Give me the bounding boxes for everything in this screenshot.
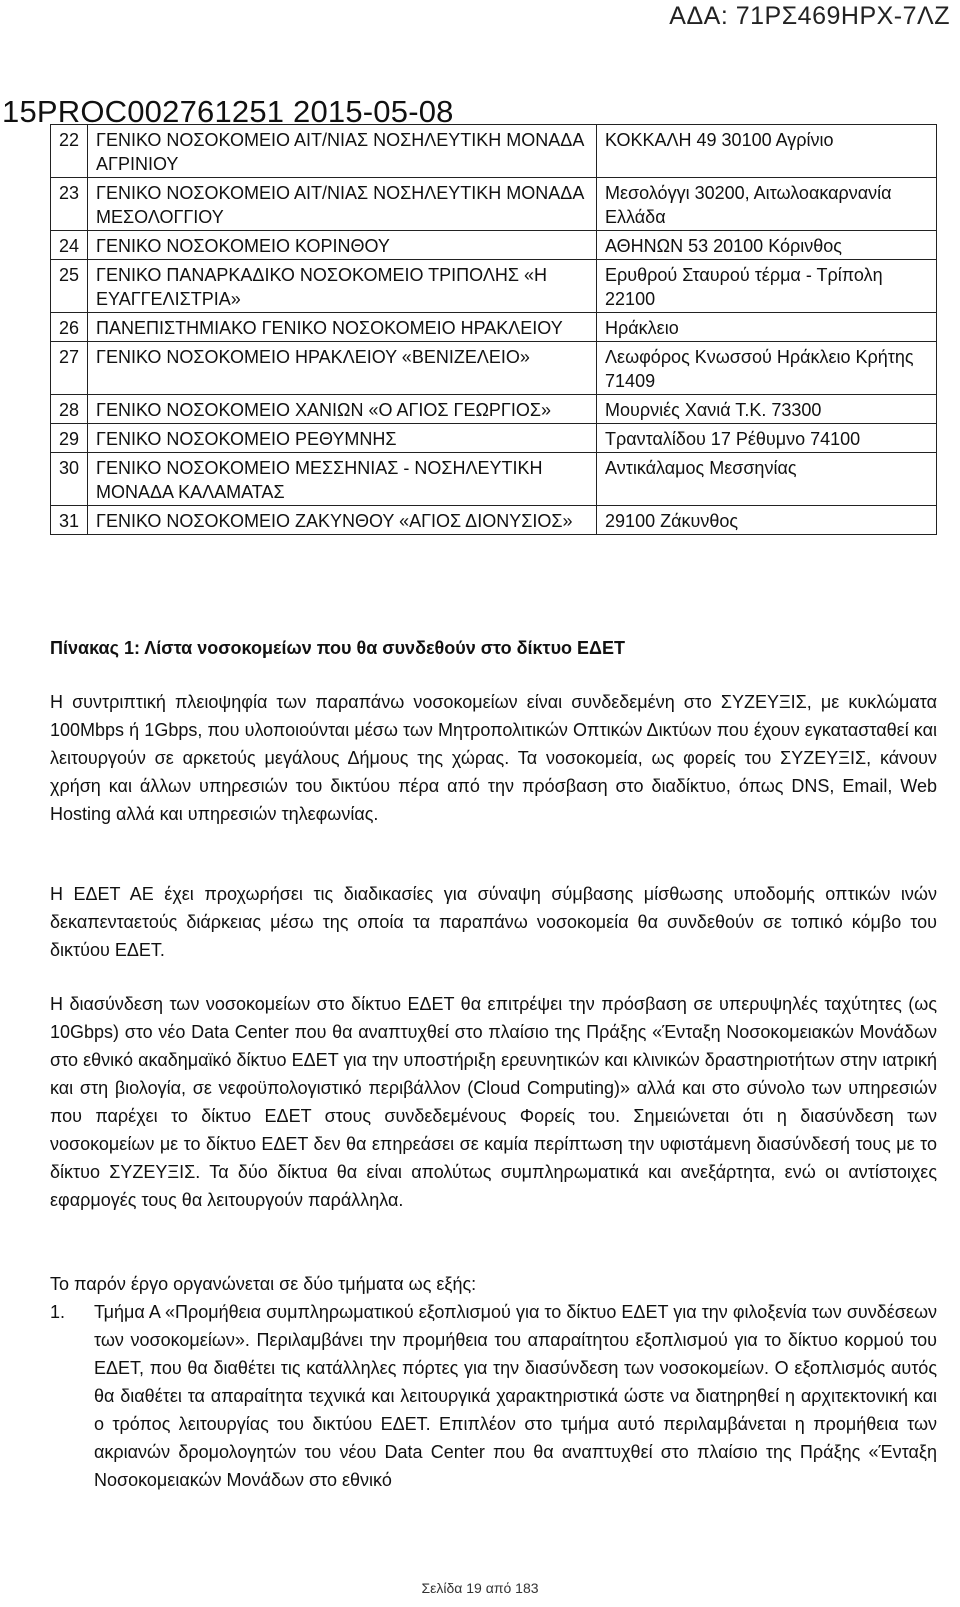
hospital-name: ΓΕΝΙΚΟ ΝΟΣΟΚΟΜΕΙΟ ΧΑΝΙΩΝ «Ο ΑΓΙΟΣ ΓΕΩΡΓΙΟΣ»	[88, 395, 597, 424]
row-number: 25	[51, 260, 88, 313]
hospital-address: Μεσολόγγι 30200, Αιτωλοακαρνανία Ελλάδα	[597, 178, 937, 231]
protocol-watermark: 15PROC002761251 2015-05-08	[2, 94, 454, 129]
hospital-address: ΚΟΚΚΑΛΗ 49 30100 Αγρίνιο	[597, 125, 937, 178]
table-row	[51, 506, 937, 535]
table-row	[51, 313, 937, 342]
list-item	[50, 1298, 937, 1494]
hospital-name: ΓΕΝΙΚΟ ΠΑΝΑΡΚΑΔΙΚΟ ΝΟΣΟΚΟΜΕΙΟ ΤΡΙΠΟΛΗΣ «Η ΕΥΑΓΓΕΛΙΣΤΡΙΑ»	[88, 260, 597, 313]
hospital-name: ΓΕΝΙΚΟ ΝΟΣΟΚΟΜΕΙΟ ΡΕΘΥΜΝΗΣ	[88, 424, 597, 453]
hospital-name: ΠΑΝΕΠΙΣΤΗΜΙΑΚΟ ΓΕΝΙΚΟ ΝΟΣΟΚΟΜΕΙΟ ΗΡΑΚΛΕΙΟΥ	[88, 313, 597, 342]
list-item-number: 1.	[50, 1302, 66, 1322]
hospital-address: Μουρνιές Χανιά Τ.Κ. 73300	[597, 395, 937, 424]
row-number: 24	[51, 231, 88, 260]
row-number: 26	[51, 313, 88, 342]
hospital-address: Ερυθρού Σταυρού τέρμα - Τρίπολη 22100	[597, 260, 937, 313]
row-number: 30	[51, 453, 88, 506]
row-number: 31	[51, 506, 88, 535]
table-caption: Πίνακας 1: Λίστα νοσοκομείων που θα συνδεθούν στο δίκτυο ΕΔΕΤ	[50, 638, 625, 658]
hospital-name: ΓΕΝΙΚΟ ΝΟΣΟΚΟΜΕΙΟ ΑΙΤ/ΝΙΑΣ ΝΟΣΗΛΕΥΤΙΚΗ ΜΟΝΑΔΑ ΑΓΡΙΝΙΟΥ	[88, 125, 597, 178]
list-item-text: Τμήμα Α «Προμήθεια συμπληρωματικού εξοπλισμού για το δίκτυο ΕΔΕΤ για την φιλοξενία των συνδέσεων των νοσοκομείων». Περιλαμβάνει την προμήθεια του απαραίτητου εξοπλισμού για το δίκτυο κορμού του ΕΔΕΤ, που θα διαθέτει τις κατάλληλες πόρτες για την διασύνδεση των νοσοκομείων. Ο εξοπλισμός αυτός θα διαθέτει τα απαραίτητα τεχνικά και λειτουργικά χαρακτηριστικά ώστε να διατηρηθεί η αρχιτεκτονική και ο τρόπος λειτουργίας του δικτύου ΕΔΕΤ. Επιπλέον στο τμήμα αυτό περιλαμβάνεται η προμήθεια των ακριανών δρομολογητών του νέου Data Center που θα αναπτυχθεί στο πλαίσιο της Πράξης «Ένταξη Νοσοκομειακών Μονάδων στο εθνικό	[94, 1302, 937, 1490]
hospital-name: ΓΕΝΙΚΟ ΝΟΣΟΚΟΜΕΙΟ ΑΙΤ/ΝΙΑΣ ΝΟΣΗΛΕΥΤΙΚΗ ΜΟΝΑΔΑ ΜΕΣΟΛΟΓΓΙΟΥ	[88, 178, 597, 231]
hospital-address: 29100 Ζάκυνθος	[597, 506, 937, 535]
row-number: 28	[51, 395, 88, 424]
hospital-address: Τρανταλίδου 17 Ρέθυμνο 74100	[597, 424, 937, 453]
table-row	[51, 395, 937, 424]
hospital-address: Ηράκλειο	[597, 313, 937, 342]
hospital-name: ΓΕΝΙΚΟ ΝΟΣΟΚΟΜΕΙΟ ΖΑΚΥΝΘΟΥ «ΑΓΙΟΣ ΔΙΟΝΥΣΙΟΣ»	[88, 506, 597, 535]
ada-code: ΑΔΑ: 71ΡΣ469ΗΡΧ-7ΛΖ	[669, 2, 950, 30]
hospital-address: ΑΘΗΝΩΝ 53 20100 Κόρινθος	[597, 231, 937, 260]
paragraph-fiber-contract: Η ΕΔΕΤ ΑΕ έχει προχωρήσει τις διαδικασίες για σύναψη σύμβασης μίσθωσης υποδομής οπτικών ινών δεκαπενταετούς διάρκειας μέσω της οποία τα παραπάνω νοσοκομεία θα συνδεθούν σε τοπικό κόμβο του δικτύου ΕΔΕΤ.	[50, 884, 937, 960]
row-number: 29	[51, 424, 88, 453]
row-number: 22	[51, 125, 88, 178]
hospital-name: ΓΕΝΙΚΟ ΝΟΣΟΚΟΜΕΙΟ ΚΟΡΙΝΘΟΥ	[88, 231, 597, 260]
table-row	[51, 424, 937, 453]
hospital-address: Αντικάλαμος Μεσσηνίας	[597, 453, 937, 506]
row-number: 27	[51, 342, 88, 395]
hospital-address: Λεωφόρος Κνωσσού Ηράκλειο Κρήτης 71409	[597, 342, 937, 395]
paragraph-project-parts: Το παρόν έργο οργανώνεται σε δύο τμήματα ως εξής:	[50, 1274, 477, 1294]
table-row	[51, 178, 937, 231]
page-number: Σελίδα 19 από 183	[421, 1580, 539, 1596]
table-row	[51, 453, 937, 506]
row-number: 23	[51, 178, 88, 231]
paragraph-interconnection: Η διασύνδεση των νοσοκομείων στο δίκτυο ΕΔΕΤ θα επιτρέψει την πρόσβαση σε υπερυψηλές ταχύτητες (ως 10Gbps) στο νέο Data Center που θα αναπτυχθεί στο πλαίσιο της Πράξης «Ένταξη Νοσοκομειακών Μονάδων στο εθνικό ακαδημαϊκό δίκτυο ΕΔΕΤ για την υποστήριξη ερευνητικών και κλινικών δραστηριοτήτων στην ιατρική και στη βιολογία, σε νεφοϋπολογιστικό περιβάλλον (Cloud Computing)» αλλά και στο σύνολο των υπηρεσιών που παρέχει το δίκτυο ΕΔΕΤ στους συνδεδεμένους Φορείς του. Σημειώνεται ότι η διασύνδεση των νοσοκομείων με το δίκτυο ΕΔΕΤ δεν θα επηρεάσει σε καμία περίπτωση την υφιστάμενη διασύνδεσή τους με το δίκτυο ΣΥΖΕΥΞΙΣ. Τα δύο δίκτυα θα είναι απολύτως συμπληρωματικά και ανεξάρτητα, ενώ οι αντίστοιχες εφαρμογές τους θα λειτουργούν παράλληλα.	[50, 994, 937, 1210]
paragraph-syzefxis: Η συντριπτική πλειοψηφία των παραπάνω νοσοκομείων είναι συνδεδεμένη στο ΣΥΖΕΥΞΙΣ, με κυκλώματα 100Mbps ή 1Gbps, που υλοποιούνται μέσω των Μητροπολιτικών Οπτικών Δικτύων που έχουν εγκατασταθεί και λειτουργούν σε αρκετούς μεγάλους Δήμους της χώρας. Τα νοσοκομεία, ως φορείς του ΣΥΖΕΥΞΙΣ, κάνουν χρήση και άλλων υπηρεσιών του δικτύου πέρα από την πρόσβαση στο διαδίκτυο, όπως DNS, Email, Web Hosting αλλά και υπηρεσιών τηλεφωνίας.	[50, 692, 937, 824]
table-row	[51, 260, 937, 313]
hospitals-table	[50, 124, 937, 535]
hospital-name: ΓΕΝΙΚΟ ΝΟΣΟΚΟΜΕΙΟ ΗΡΑΚΛΕΙΟΥ «ΒΕΝΙΖΕΛΕΙΟ»	[88, 342, 597, 395]
table-row	[51, 231, 937, 260]
table-row	[51, 342, 937, 395]
hospital-name: ΓΕΝΙΚΟ ΝΟΣΟΚΟΜΕΙΟ ΜΕΣΣΗΝΙΑΣ - ΝΟΣΗΛΕΥΤΙΚΗ ΜΟΝΑΔΑ ΚΑΛΑΜΑΤΑΣ	[88, 453, 597, 506]
table-row	[51, 125, 937, 178]
